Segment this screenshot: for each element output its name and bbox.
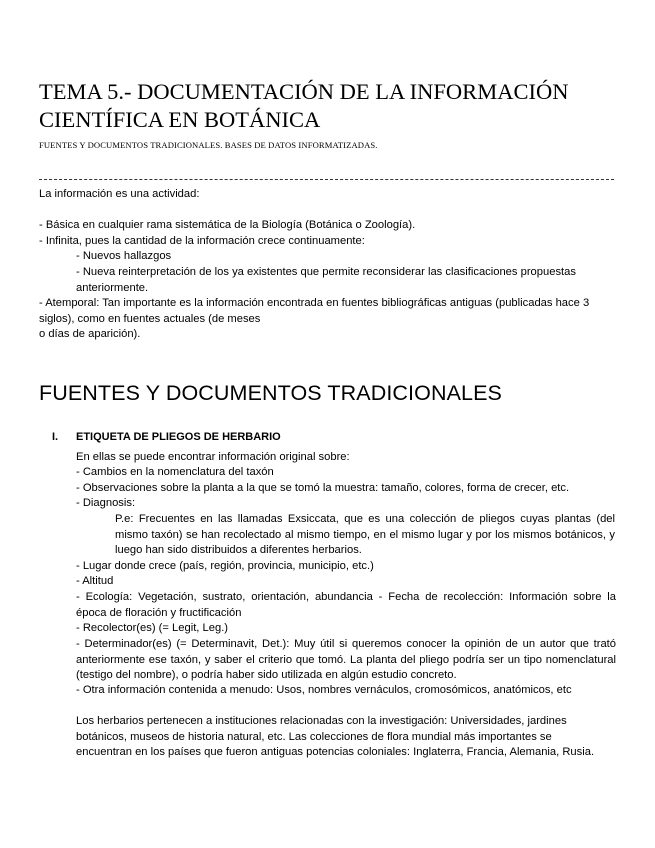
list-item: o días de aparición). <box>39 328 141 340</box>
list-item: - Otra información contenida a menudo: Usos, nombres vernáculos, cromosómicos, anatómicos, etc <box>76 684 572 696</box>
title-line-2: CIENTÍFICA EN BOTÁNICA <box>39 107 321 132</box>
list-item: - Nueva reinterpretación de los ya existentes que permite reconsiderar las clasificaciones propuestas anteriormente. <box>76 266 576 294</box>
list-item: - Ecología: Vegetación, sustrato, orientación, abundancia - Fecha de recolección: Información sobre la época de floración y fructificación <box>76 591 616 619</box>
list-item: - Nuevos hallazgos <box>76 250 172 262</box>
section-title: FUENTES Y DOCUMENTOS TRADICIONALES <box>39 381 502 405</box>
dashed-divider <box>39 179 614 180</box>
list-item: - Lugar donde crece (país, región, provincia, municipio, etc.) <box>76 560 374 572</box>
list-item: - Básica en cualquier rama sistemática de la Biología (Botánica o Zoología). <box>39 219 416 231</box>
list-item: - Determinador(es) (= Determinavit, Det.): Muy útil si queremos conocer la opinión de un autor que trató anteriormente ese taxón, y saber el criterio que tomó. La planta del pliego podría ser un tipo nomenclatural (testigo del nombre), o podría haber sido utilizada en algún estudio concreto. <box>76 638 616 681</box>
list-item: - Infinita, pues la cantidad de la información crece continuamente: <box>39 235 365 247</box>
subsection-title: ETIQUETA DE PLIEGOS DE HERBARIO <box>76 431 281 443</box>
document-subtitle: FUENTES Y DOCUMENTOS TRADICIONALES. BASES DE DATOS INFORMATIZADAS. <box>39 140 378 150</box>
intro-text: La información es una actividad: <box>39 188 200 200</box>
list-item: - Observaciones sobre la planta a la que se tomó la muestra: tamaño, colores, forma de crecer, etc. <box>76 482 570 494</box>
list-item: - Altitud <box>76 575 114 587</box>
subsection-number: I. <box>52 431 59 443</box>
closing-paragraph: Los herbarios pertenecen a instituciones relacionadas con la investigación: Universidades, jardines botánicos, museos de historia natural, etc. Las colecciones de flora mundial más importantes se encuentran en los países que fueron antiguas potencias coloniales: Inglaterra, Francia, Alemania, Rusia. <box>76 715 595 758</box>
title-line-1: TEMA 5.- DOCUMENTACIÓN DE LA INFORMACIÓN <box>39 79 569 104</box>
paragraph: En ellas se puede encontrar información original sobre: <box>76 451 350 463</box>
example-paragraph: P.e: Frecuentes en las llamadas Exsiccata, que es una colección de pliegos cuyas plantas (del mismo taxón) se han recolectado al mismo tiempo, en el mismo lugar y por los mismos botánicos, y luego han sido distribuidos a diferentes herbarios. <box>115 513 615 556</box>
document-title <box>39 78 629 134</box>
list-item: - Diagnosis: <box>76 497 136 509</box>
list-item: - Cambios en la nomenclatura del taxón <box>76 466 274 478</box>
list-item: - Recolector(es) (= Legit, Leg.) <box>76 622 229 634</box>
list-item: - Atemporal: Tan importante es la información encontrada en fuentes bibliográficas antiguas (publicadas hace 3 siglos), como en fuentes actuales (de meses <box>39 297 590 325</box>
